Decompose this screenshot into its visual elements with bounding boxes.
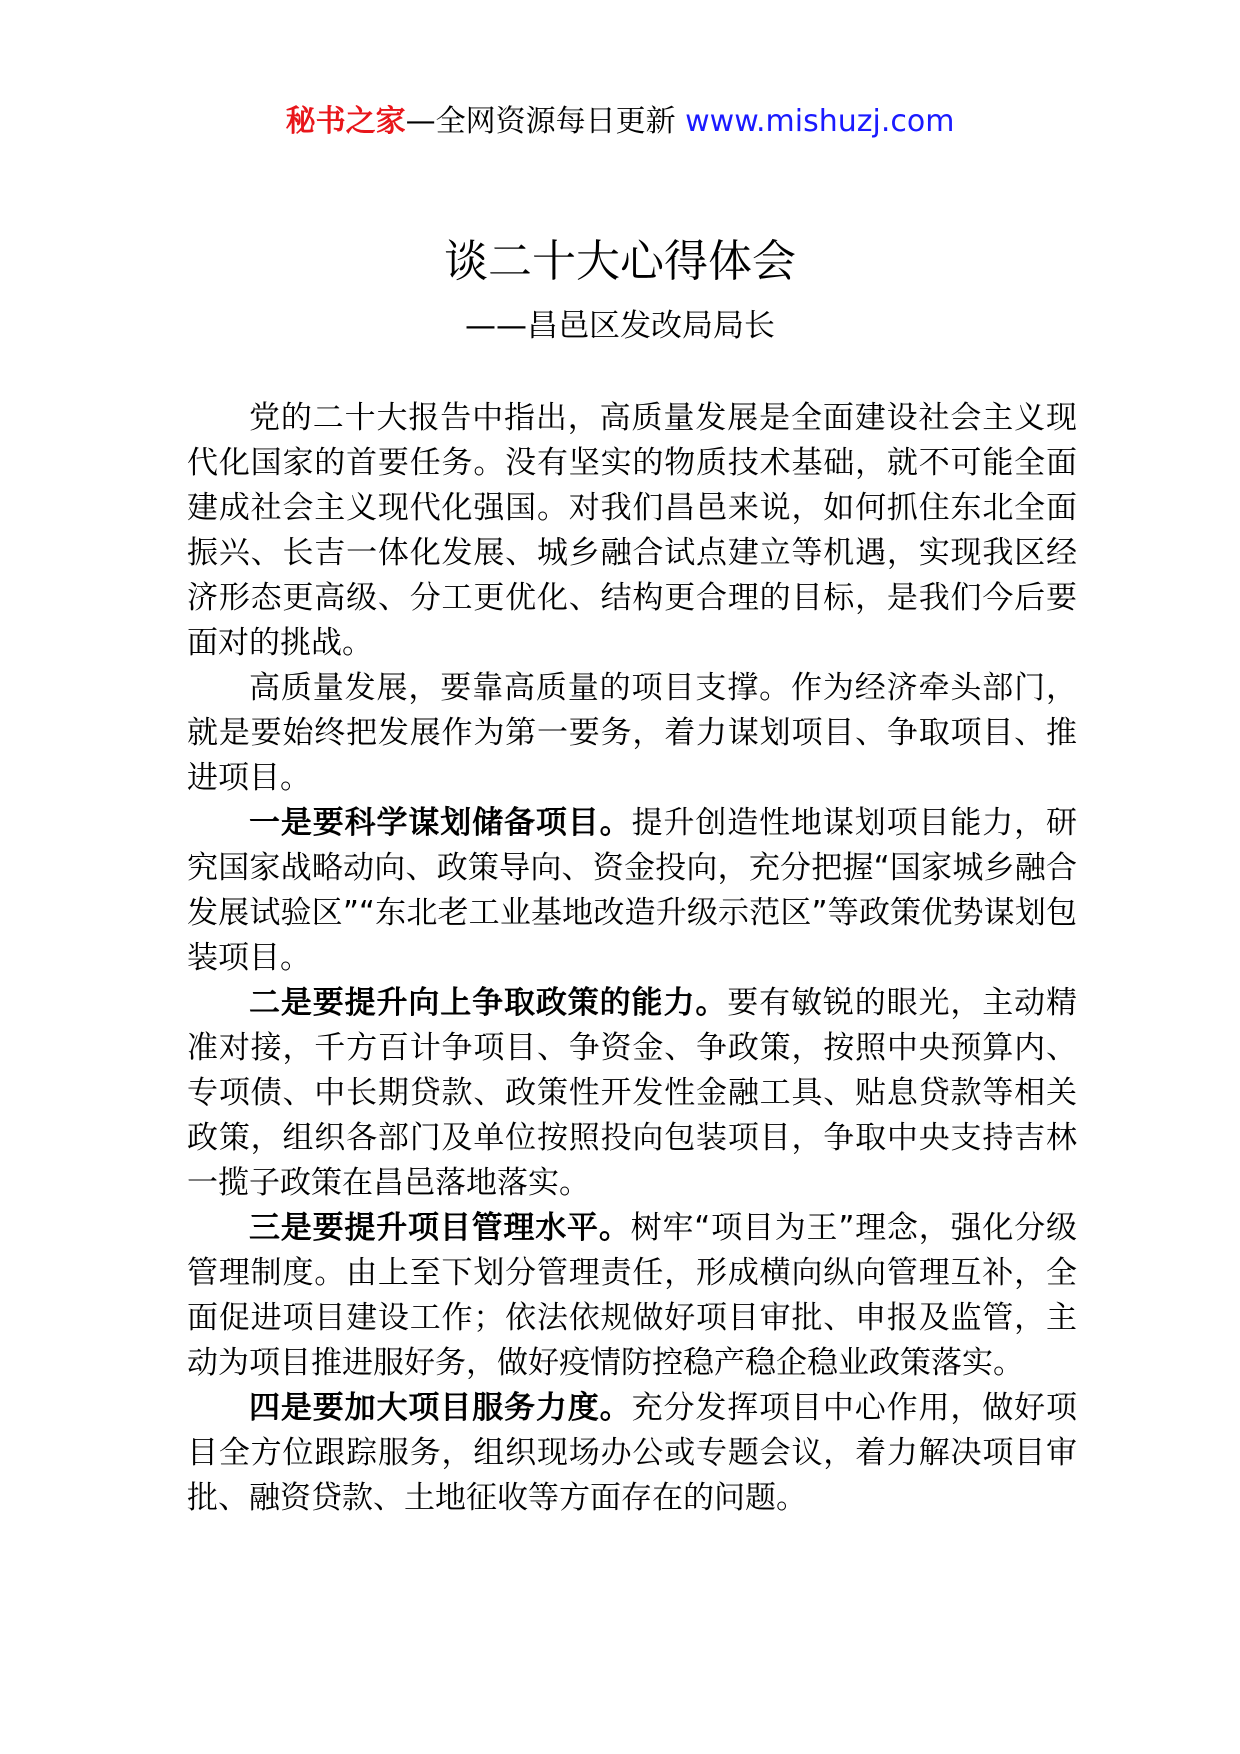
paragraph xyxy=(187,981,1077,1206)
document-title: 谈二十大心得体会 xyxy=(444,236,796,287)
paragraph-lead: 二是要提升向上争取政策的能力。 xyxy=(249,985,728,1021)
paragraph-lead: 三是要提升项目管理水平。 xyxy=(249,1210,631,1246)
paragraph xyxy=(187,1386,1077,1521)
paragraph xyxy=(187,801,1077,981)
paragraph-text: 要有敏锐的眼光，主动精准对接，千方百计争项目、争资金、争政策，按照中央预算内、专项债、中长期贷款、政策性开发性金融工具、贴息贷款等相关政策，组织各部门及单位按照投向包装项目，争取中央支持吉林一揽子政策在昌邑落地落实。 xyxy=(187,985,1078,1201)
document-subtitle: ——昌邑区发改局局长 xyxy=(465,308,775,344)
paragraph-text: 党的二十大报告中指出，高质量发展是全面建设社会主义现代化国家的首要任务。没有坚实的物质技术基础，就不可能全面建成社会主义现代化强国。对我们昌邑来说，如何抓住东北全面振兴、长吉一体化发展、城乡融合试点建立等机遇，实现我区经济形态更高级、分工更优化、结构更合理的目标，是我们今后要面对的挑战。 xyxy=(187,400,1077,661)
paragraph-text: 充分发挥项目中心作用，做好项目全方位跟踪服务，组织现场办公或专题会议，着力解决项目审批、融资贷款、土地征收等方面存在的问题。 xyxy=(187,1390,1078,1516)
paragraph-text: 高质量发展，要靠高质量的项目支撑。作为经济牵头部门，就是要始终把发展作为第一要务，着力谋划项目、争取项目、推进项目。 xyxy=(187,670,1077,796)
paragraph xyxy=(187,396,1077,666)
paragraph-lead: 一是要科学谋划储备项目。 xyxy=(249,805,632,841)
site-header xyxy=(0,100,1240,144)
site-slogan: —全网资源每日更新 xyxy=(405,104,686,139)
site-url[interactable]: www.mishuzj.com xyxy=(685,104,955,139)
paragraph xyxy=(187,666,1077,801)
paragraph xyxy=(187,1206,1077,1386)
paragraph-lead: 四是要加大项目服务力度。 xyxy=(249,1390,632,1426)
paragraph-text: 树牢“项目为王”理念，强化分级管理制度。由上至下划分管理责任，形成横向纵向管理互补，全面促进项目建设工作；依法依规做好项目审批、申报及监管，主动为项目推进服好务，做好疫情防控稳产稳企稳业政策落实。 xyxy=(187,1210,1077,1381)
document-body xyxy=(187,396,1077,1521)
site-name: 秘书之家 xyxy=(285,104,406,139)
paragraph-text: 提升创造性地谋划项目能力，研究国家战略动向、政策导向、资金投向，充分把握“国家城乡融合发展试验区”“东北老工业基地改造升级示范区”等政策优势谋划包装项目。 xyxy=(187,805,1078,976)
